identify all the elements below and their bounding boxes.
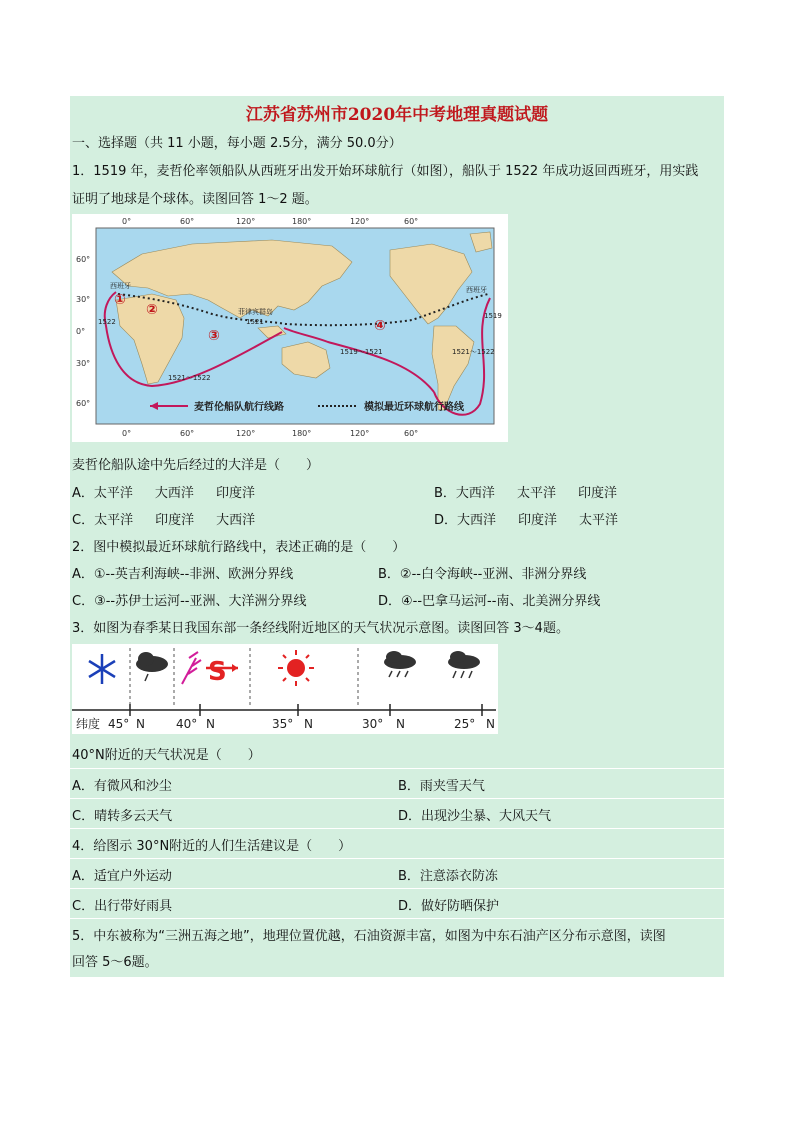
q2-option-c[interactable]: C．③--苏伊士运河--亚洲、大洋洲分界线 [72, 594, 307, 609]
q4-option-a[interactable]: A．适宜户外运动 [72, 869, 172, 884]
q1-option-c[interactable]: C．太平洋 印度洋 大西洋 [72, 513, 256, 528]
tick-35: 35° [272, 717, 294, 731]
label-spain-right: 西班牙 [466, 286, 487, 294]
weather-figure [72, 644, 498, 734]
marker-4: ④ [374, 318, 386, 334]
q5-block [70, 918, 724, 977]
top-tick-2: 120° [236, 217, 256, 226]
marker-1: ① [114, 292, 126, 308]
bottom-tick-0: 0° [122, 429, 132, 438]
left-tick-3: 30° [76, 359, 91, 368]
top-tick-5: 60° [404, 217, 419, 226]
q3-option-b[interactable]: B．雨夹雪天气 [398, 779, 485, 794]
left-tick-1: 30° [76, 295, 91, 304]
label-leg-1521-1522-a: 1521～1522 [168, 374, 211, 382]
q3-question: 40°N附近的天气状况是（ ） [72, 748, 261, 763]
svg-text:S: S [208, 657, 227, 687]
q3-option-d[interactable]: D．出现沙尘暴、大风天气 [398, 809, 552, 824]
top-tick-0: 0° [122, 217, 132, 226]
q2-option-a[interactable]: A．①--英吉利海峡--非洲、欧洲分界线 [72, 567, 294, 582]
label-1521: 1521 [246, 318, 264, 326]
marker-2: ② [146, 302, 158, 318]
q2-option-d[interactable]: D．④--巴拿马运河--南、北美洲分界线 [378, 594, 601, 609]
tick-25: 25° [454, 717, 476, 731]
tick-40: 40° [176, 717, 198, 731]
section-header: 一、选择题（共 11 小题，每小题 2.5分，满分 50.0分） [72, 136, 402, 151]
q4-option-d[interactable]: D．做好防晒保护 [398, 899, 500, 914]
exam-page [70, 96, 724, 976]
q4-question: 4．给图示 30°N附近的人们生活建议是（ ） [72, 839, 352, 854]
world-route-map [72, 214, 508, 442]
bottom-tick-2: 120° [236, 429, 256, 438]
label-spain-left: 西班牙 [110, 282, 131, 290]
q3-options-row-1 [70, 768, 724, 797]
label-leg-1521-1522-b: 1521～1522 [452, 348, 495, 356]
legend-sim-label: 模拟最近环球航行路线 [364, 402, 464, 413]
q3-option-c[interactable]: C．晴转多云天气 [72, 809, 173, 824]
q5-text-line2: 回答 5～6题。 [72, 955, 158, 970]
left-tick-2: 0° [76, 327, 86, 336]
svg-text:N: N [486, 717, 495, 731]
left-tick-4: 60° [76, 399, 91, 408]
svg-text:N: N [206, 717, 215, 731]
q4-question-row [70, 828, 724, 857]
q1-text-line1: 1．1519 年，麦哲伦率领船队从西班牙出发开始环球航行（如图），船队于 1522 年成功返回西班牙，用实践 [72, 164, 699, 179]
label-leg-1519: 1519 [484, 312, 502, 320]
q1-option-a[interactable]: A．太平洋 大西洋 印度洋 [72, 486, 255, 501]
q1-text-line2: 证明了地球是个球体。读图回答 1～2 题。 [72, 192, 318, 207]
bottom-tick-1: 60° [180, 429, 195, 438]
top-tick-1: 60° [180, 217, 195, 226]
q4-option-c[interactable]: C．出行带好雨具 [72, 899, 173, 914]
q4-options-row-1 [70, 858, 724, 887]
q4-option-b[interactable]: B．注意添衣防冻 [398, 869, 498, 884]
left-tick-0: 60° [76, 255, 91, 264]
svg-text:N: N [304, 717, 313, 731]
q5-text-line1: 5．中东被称为“三洲五海之地”，地理位置优越，石油资源丰富，如图为中东石油产区分布示意图，读图 [72, 929, 666, 944]
label-leg-1522: 1522 [98, 318, 116, 326]
tick-45: 45° [108, 717, 130, 731]
tick-30: 30° [362, 717, 384, 731]
axis-name: 纬度 [76, 717, 101, 731]
bottom-tick-5: 60° [404, 429, 419, 438]
q2-option-b[interactable]: B．②--白令海峡--亚洲、非洲分界线 [378, 567, 587, 582]
q2-question: 2．图中模拟最近环球航行路线中，表述正确的是（ ） [72, 540, 406, 555]
svg-text:N: N [136, 717, 145, 731]
q3-option-a[interactable]: A．有微风和沙尘 [72, 779, 172, 794]
bottom-tick-4: 120° [350, 429, 370, 438]
q3-options-row-2 [70, 798, 724, 827]
q4-options-row-2 [70, 888, 724, 917]
q1-option-b[interactable]: B．大西洋 太平洋 印度洋 [434, 486, 617, 501]
label-leg-1519-1521: 1519～1521 [340, 348, 383, 356]
top-tick-3: 180° [292, 217, 312, 226]
page-title: 江苏省苏州市2020年中考地理真题试题 [245, 105, 549, 125]
q1-question: 麦哲伦船队途中先后经过的大洋是（ ） [72, 458, 320, 473]
q3-text: 3．如图为春季某日我国东部一条经线附近地区的天气状况示意图。读图回答 3～4题。 [72, 621, 569, 636]
legend-route-label: 麦哲伦船队航行线路 [194, 402, 284, 413]
bottom-tick-3: 180° [292, 429, 312, 438]
svg-text:N: N [396, 717, 405, 731]
top-tick-4: 120° [350, 217, 370, 226]
marker-3: ③ [208, 328, 220, 344]
label-philippines: 菲律宾群岛 [238, 308, 273, 316]
q1-option-d[interactable]: D．大西洋 印度洋 太平洋 [434, 513, 619, 528]
